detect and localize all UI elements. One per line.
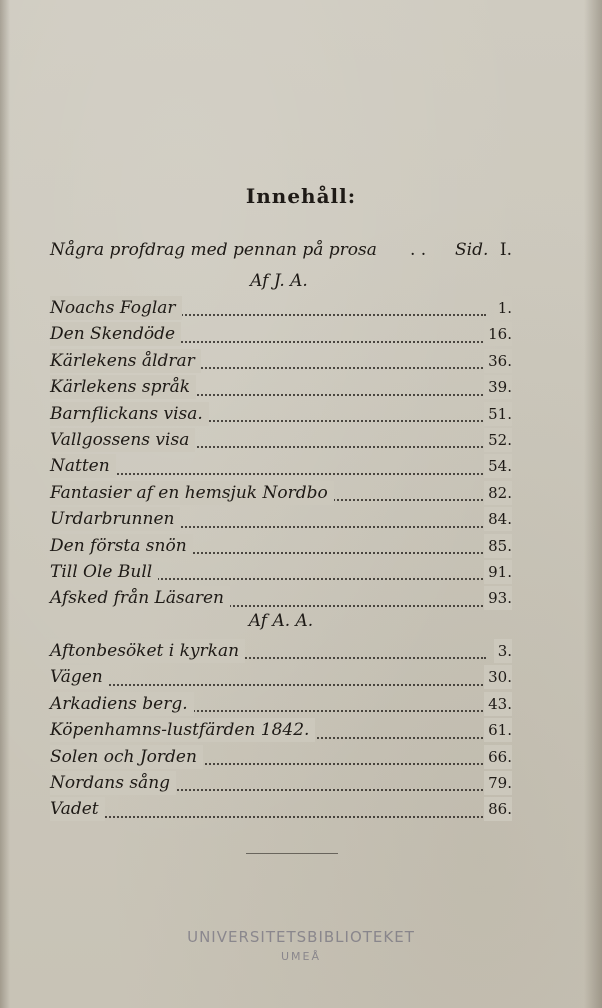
toc-entry <box>50 296 512 322</box>
toc-entry-page: 79. <box>484 771 512 795</box>
prose-entry-sid-label: Sid. <box>455 240 489 260</box>
toc-entry-page: 36. <box>484 349 512 373</box>
toc-entry-page: 39. <box>484 375 512 399</box>
toc-entry <box>50 507 512 533</box>
toc-entry <box>50 639 512 665</box>
toc-entry-title: Afsked från Läsaren <box>50 586 230 610</box>
toc-entry-title: Till Ole Bull <box>50 560 158 584</box>
prose-entry-page: I. <box>499 240 512 260</box>
toc-entry-page: 91. <box>484 560 512 584</box>
library-stamp-line1: UNIVERSITETSBIBLIOTEKET <box>187 928 415 946</box>
toc-entry-page: 84. <box>484 507 512 531</box>
toc-entry-page: 54. <box>484 454 512 478</box>
toc-entry-title: Vägen <box>50 665 109 689</box>
toc-entry-title: Fantasier af en hemsjuk Nordbo <box>50 481 334 505</box>
toc-entry-title: Barnflickans visa. <box>50 402 209 426</box>
toc-entry-title: Den första snön <box>50 534 193 558</box>
toc-entry-title: Urdarbrunnen <box>50 507 180 531</box>
toc-entry <box>50 797 512 823</box>
toc-entry-title: Köpenhamns-lustfärden 1842. <box>50 718 315 742</box>
toc-entry-page: 61. <box>484 718 512 742</box>
section-heading-a-a: Af A. A. <box>248 611 314 631</box>
toc-entry-title: Vallgossens visa <box>50 428 195 452</box>
toc-entry-page: 52. <box>484 428 512 452</box>
toc-entry <box>50 322 512 348</box>
prose-entry-title: Några profdrag med pennan på prosa <box>50 240 377 260</box>
toc-list-a-a <box>50 639 512 824</box>
toc-entry-page: 16. <box>484 322 512 346</box>
toc-entry-title: Natten <box>50 454 116 478</box>
prose-entry <box>50 240 512 264</box>
toc-entry-title: Kärlekens språk <box>50 375 196 399</box>
toc-list-j-a <box>50 296 512 613</box>
toc-entry-title: Vadet <box>50 797 105 821</box>
closing-rule <box>246 853 338 854</box>
toc-entry <box>50 428 512 454</box>
toc-entry-page: 1. <box>494 296 512 320</box>
toc-entry-title: Arkadiens berg. <box>50 692 194 716</box>
toc-entry-title: Solen och Jorden <box>50 745 203 769</box>
toc-entry-page: 3. <box>494 639 512 663</box>
toc-entry <box>50 718 512 744</box>
toc-entry-title: Aftonbesöket i kyrkan <box>50 639 245 663</box>
toc-entry <box>50 692 512 718</box>
toc-entry <box>50 349 512 375</box>
toc-entry-page: 43. <box>484 692 512 716</box>
toc-entry <box>50 586 512 612</box>
toc-entry-page: 30. <box>484 665 512 689</box>
toc-entry-title: Kärlekens åldrar <box>50 349 201 373</box>
toc-entry <box>50 534 512 560</box>
library-stamp <box>0 928 602 963</box>
prose-entry-dots: . . <box>410 240 427 260</box>
toc-entry <box>50 665 512 691</box>
library-stamp-line2: UMEÅ <box>280 950 322 963</box>
toc-entry <box>50 481 512 507</box>
toc-entry-title: Noachs Foglar <box>50 296 182 320</box>
toc-entry-page: 82. <box>484 481 512 505</box>
page-left-edge-shadow <box>0 0 10 1008</box>
page-title: Innehåll: <box>245 184 357 208</box>
section-heading-j-a: Af J. A. <box>250 271 308 291</box>
toc-entry <box>50 454 512 480</box>
toc-entry <box>50 771 512 797</box>
toc-entry <box>50 375 512 401</box>
toc-entry-page: 51. <box>484 402 512 426</box>
page-right-edge-shadow <box>584 0 602 1008</box>
dot-leader <box>50 816 486 818</box>
toc-entry-page: 93. <box>484 586 512 610</box>
toc-entry-page: 86. <box>484 797 512 821</box>
toc-entry <box>50 402 512 428</box>
toc-entry-page: 85. <box>484 534 512 558</box>
toc-entry <box>50 745 512 771</box>
toc-entry-page: 66. <box>484 745 512 769</box>
dot-leader <box>50 684 486 686</box>
toc-entry <box>50 560 512 586</box>
toc-entry-title: Den Skendöde <box>50 322 181 346</box>
toc-entry-title: Nordans sång <box>50 771 176 795</box>
